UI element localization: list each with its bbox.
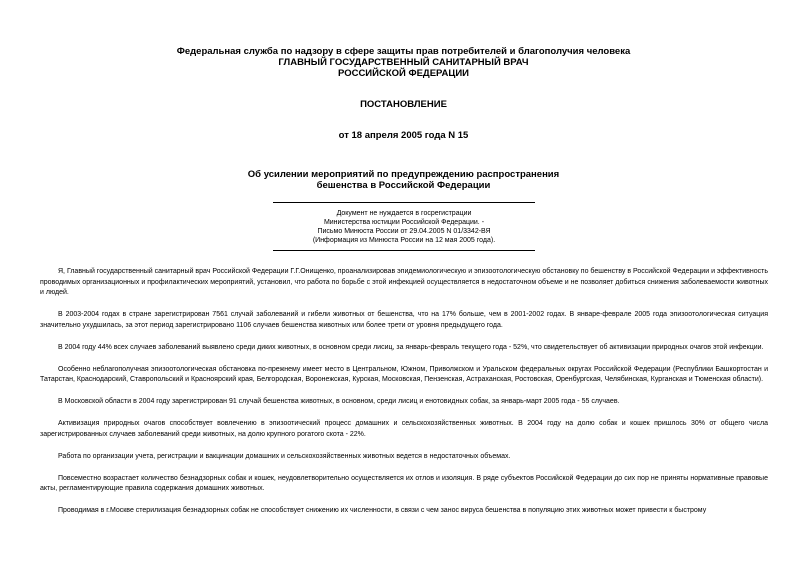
- paragraph: В 2003-2004 годах в стране зарегистрирован 7561 случай заболеваний и гибели животных от бешенства, что на 17% больше, чем в 2001-2002 годах. В январе-феврале 2005 года эпизоотологическая ситуация значительно ухудшилась, за этот период зарегистрировано 1106 случаев бешенства животных или более трети от уровня предыдущего года.: [40, 311, 768, 329]
- title-line-1: Об усилении мероприятий по предупреждению распространения: [247, 169, 560, 180]
- paragraph: Особенно неблагополучная эпизоотологическая обстановка по-прежнему имеет место в Центральном, Южном, Приволжском и Уральском федеральных округах Российской Федерации (Республики Башкортостан и Татарстан, Краснодарский, Ставропольский и Красноярский края, Белгородская, Воронежская, Курская, Московская, Пензенская, Астраханская, Ростовская, Оренбургская, Челябинская, Курганская и Тюменская области).: [40, 365, 768, 383]
- paragraph: В 2004 году 44% всех случаев заболеваний выявлено среди диких животных, в основном среди лисиц, за январь-февраль текущего года - 52%, что свидетельствует об активизации природных очагов этой инфекции.: [58, 343, 764, 351]
- paragraph: Я, Главный государственный санитарный врач Российской Федерации Г.Г.Онищенко, проанализировав эпидемиологическую и эпизоотологическую обстановку по бешенству в Российской Федерации и эффективность проводимых организационных и профилактических мероприятий, установил, что работа по борьбе с этой инфекцией осуществляется в недостаточном объеме и не позволяет добиться снижения заболеваемости животных и людей.: [40, 268, 768, 296]
- document-header: [0, 46, 807, 79]
- official-title: ГЛАВНЫЙ ГОСУДАРСТВЕННЫЙ САНИТАРНЫЙ ВРАЧ: [278, 57, 529, 68]
- title-line-2: бешенства в Российской Федерации: [316, 180, 491, 191]
- document-title: [0, 169, 807, 191]
- document-type: ПОСТАНОВЛЕНИЕ: [360, 99, 447, 110]
- note-line-2: Министерства юстиции Российской Федерации. -: [323, 219, 485, 226]
- document-body: [40, 267, 768, 528]
- paragraph: Повсеместно возрастает количество безнадзорных собак и кошек, неудовлетворительно осуществляется их отлов и изоляция. В ряде субъектов Российской Федерации до сих пор не приняты нормативные правовые акты, регламентирующие правила содержания домашних животных.: [40, 474, 768, 492]
- paragraph: В Московской области в 2004 году зарегистрирован 91 случай бешенства животных, в основном, среди лисиц и енотовидных собак, за январь-март 2005 года - 55 случаев.: [58, 398, 620, 405]
- paragraph: Работа по организации учета, регистрации и вакцинации домашних и сельскохозяйственных животных ведется в недостаточных объемах.: [58, 452, 511, 460]
- note-line-3: Письмо Минюста России от 29.04.2005 N 01/3342-ВЯ: [317, 228, 491, 235]
- note-line-4: (Информация из Минюста России на 12 мая 2005 года).: [312, 237, 496, 244]
- paragraph: Активизация природных очагов способствует вовлечению в эпизоотический процесс домашних и сельскохозяйственных животных. В 2004 году на долю собак и кошек пришлось 30% от общего числа зарегистрированных случаев заболеваний среди животных, на долю крупного рогатого скота - 22%.: [40, 420, 768, 438]
- note-line-1: Документ не нуждается в госрегистрации: [336, 210, 472, 217]
- agency-name: Федеральная служба по надзору в сфере защиты прав потребителей и благополучия человека: [176, 46, 631, 57]
- paragraph: Проводимая в г.Москве стерилизация безнадзорных собак не способствует снижению их численности, в связи с чем занос вируса бешенства в популяцию этих животных может привести к быстрому: [58, 507, 707, 514]
- country-name: РОССИЙСКОЙ ФЕДЕРАЦИИ: [337, 68, 469, 79]
- document-date: от 18 апреля 2005 года N 15: [338, 130, 469, 141]
- registration-note: [273, 202, 535, 251]
- note-bottom-rule: [273, 250, 535, 251]
